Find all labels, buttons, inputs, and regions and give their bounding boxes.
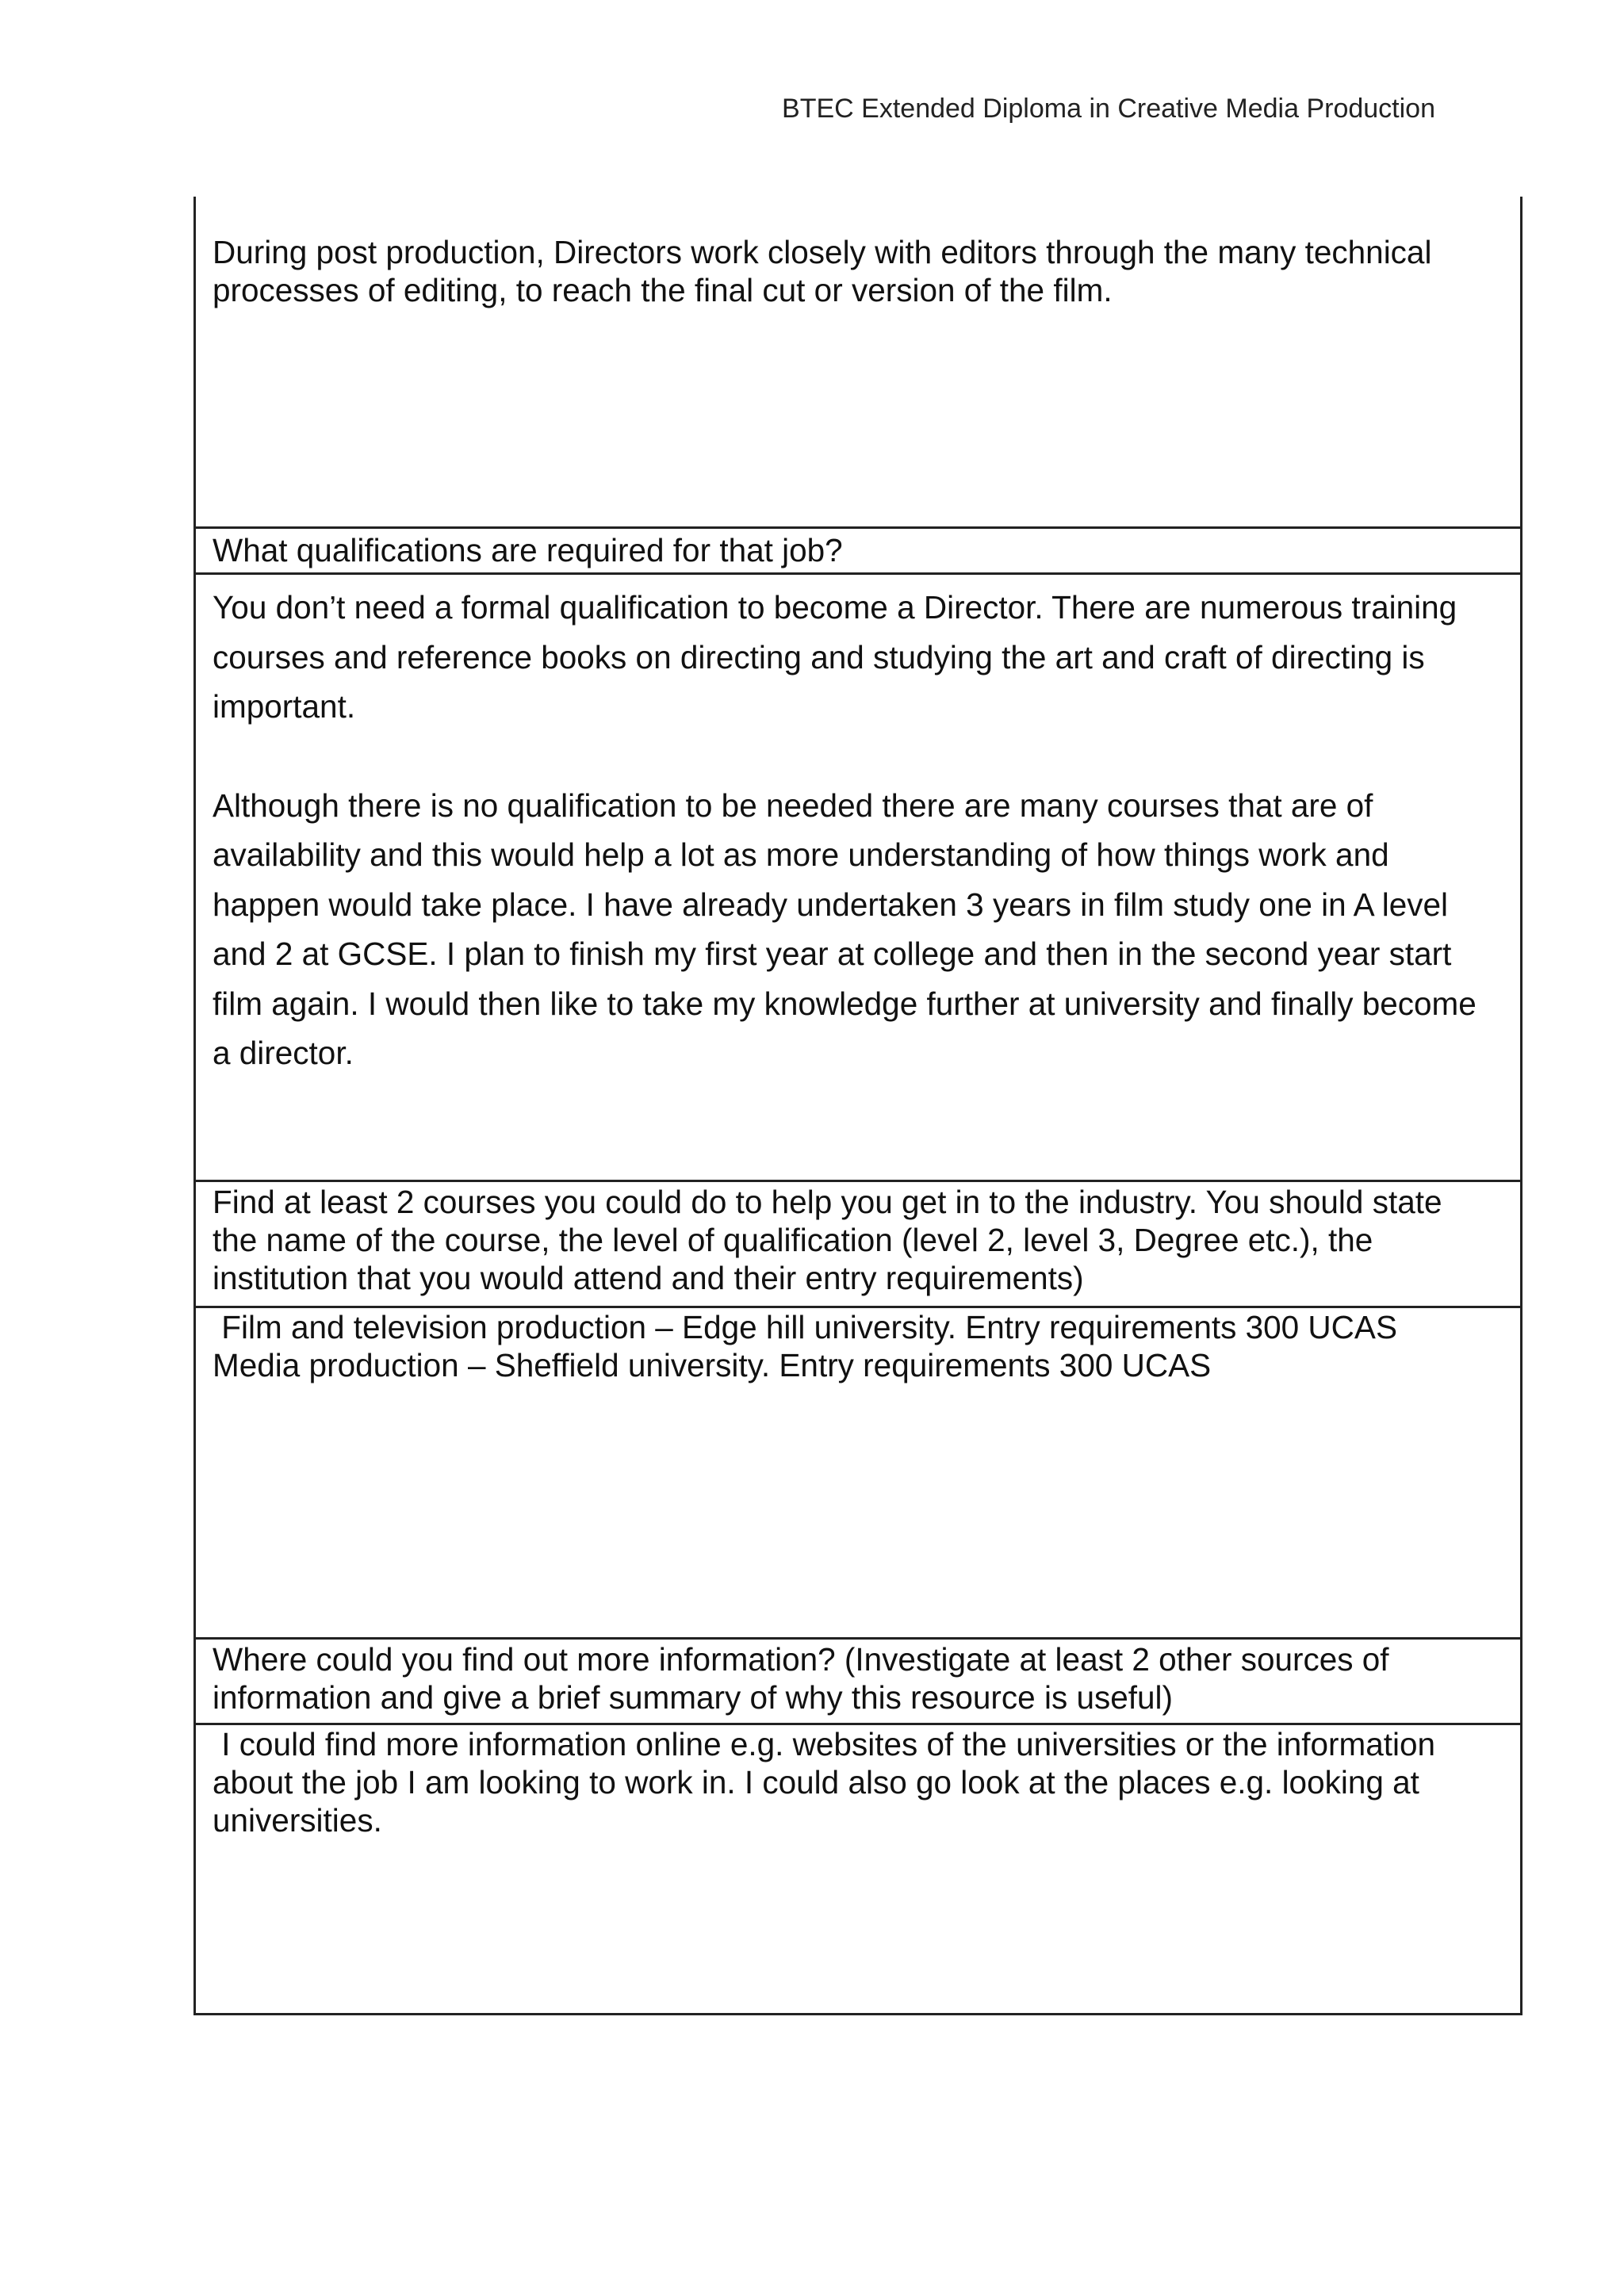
qualifications-answer-cell: [196, 572, 1520, 1180]
courses-question-cell: [196, 1180, 1520, 1306]
qualifications-question-text: What qualifications are required for that job?: [213, 532, 843, 568]
qualifications-answer-paragraph-2: Although there is no qualification to be needed there are many courses that are of availability and this would help a lot as more understanding of how things work and happen would take place. I have already undertaken 3 years in film study one in A level and 2 at GCSE. I plan to finish my first year at college and then in the second year start film again. I would then like to take my knowledge further at university and finally become a director.: [213, 786, 1477, 1071]
document-header: BTEC Extended Diploma in Creative Media Production: [782, 94, 1435, 124]
careers-form-table: [193, 197, 1522, 2015]
courses-answer-cell: [196, 1306, 1520, 1637]
course-line-1: Film and television production – Edge hill university. Entry requirements 300 UCAS: [213, 1309, 1397, 1345]
role-answer-text: During post production, Directors work closely with editors through the many technical processes of editing, to reach the final cut or version of the film.: [213, 234, 1432, 308]
sources-question-cell: [196, 1637, 1520, 1723]
courses-question-text: Find at least 2 courses you could do to help you get in to the industry. You should state the name of the course, the level of qualification (level 2, level 3, Degree etc.), the institution that you would attend and their entry requirements): [213, 1184, 1442, 1296]
sources-answer-text: I could find more information online e.g. websites of the universities or the information about the job I am looking to work in. I could also go look at the places e.g. looking at universities.: [213, 1726, 1445, 1839]
role-answer-cell: [196, 197, 1520, 526]
qualifications-question-cell: [196, 526, 1520, 572]
course-line-2: Media production – Sheffield university. Entry requirements 300 UCAS: [213, 1347, 1212, 1383]
sources-answer-cell: [196, 1723, 1520, 2015]
qualifications-answer-paragraph-1: You don’t need a formal qualification to become a Director. There are numerous training courses and reference books on directing and studying the art and craft of directing is important.: [213, 589, 1457, 725]
sources-question-text: Where could you find out more information? (Investigate at least 2 other sources of information and give a brief summary of why this resource is useful): [213, 1641, 1389, 1716]
